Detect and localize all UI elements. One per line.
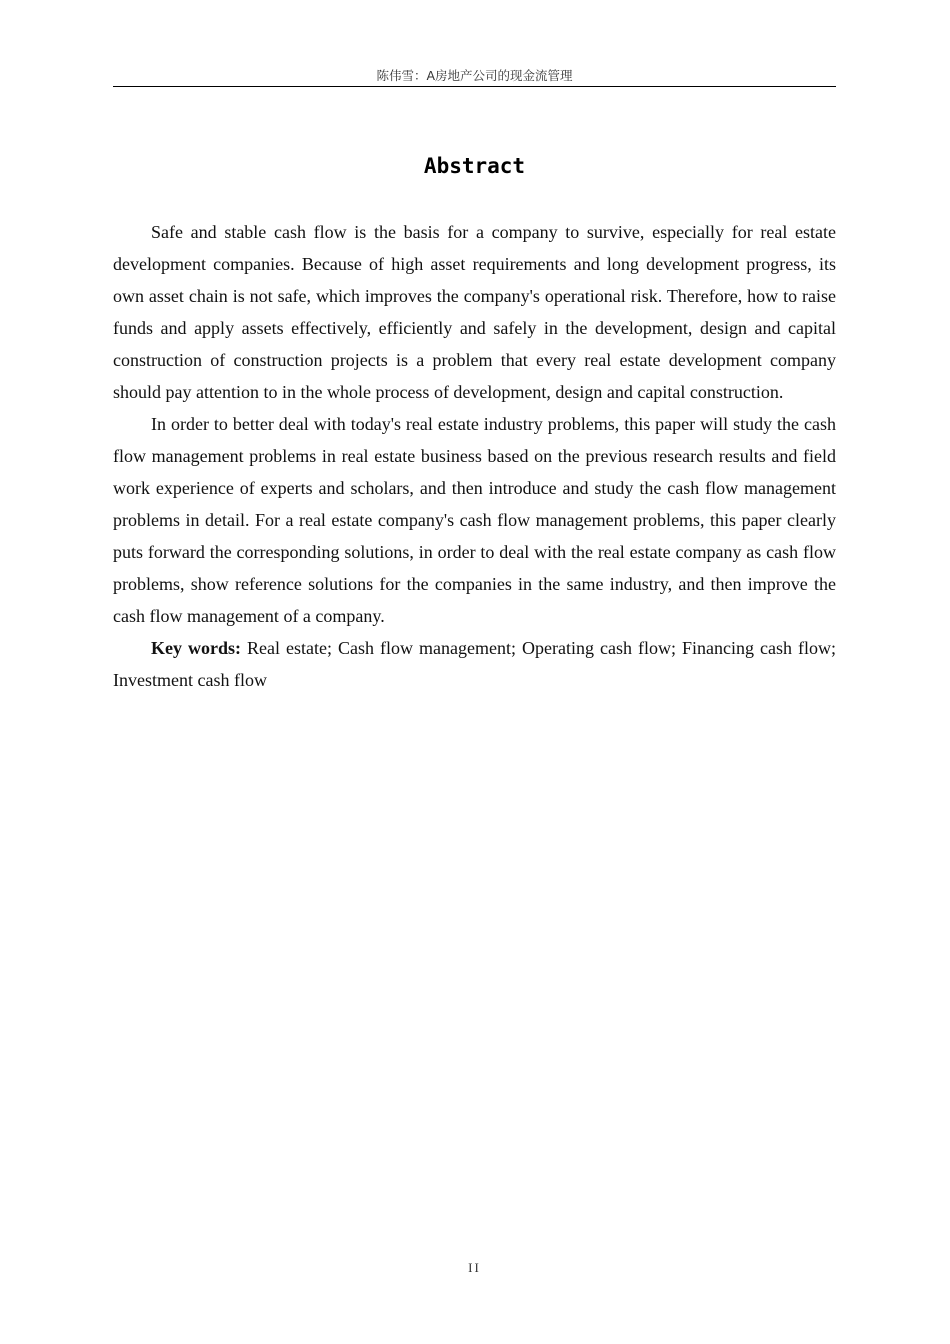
abstract-paragraph-2: In order to better deal with today's real estate industry problems, this paper will study the cash flow management problems in real estate business based on the previous research results and field work experience of experts and scholars, and then introduce and study the cash flow management problems in detail. For a real estate company's cash flow management problems, this paper clearly puts forward the corresponding solutions, in order to deal with the real estate company as cash flow problems, show reference solutions for the companies in the same industry, and then improve the cash flow management of a company.: [113, 414, 836, 626]
running-header: [113, 67, 836, 87]
page-number: II: [468, 1260, 481, 1275]
abstract-body: [113, 216, 836, 696]
abstract-heading: Abstract: [423, 154, 526, 178]
keywords-label: Key words:: [151, 638, 242, 658]
running-header-title: 陈伟雪：A房地产公司的现金流管理: [376, 68, 573, 83]
abstract-paragraph-1: Safe and stable cash flow is the basis for a company to survive, especially for real estate development companies. Because of high asset requirements and long development progress, its own asset chain is not safe, which improves the company's operational risk. Therefore, how to raise funds and apply assets effectively, efficiently and safely in the development, design and capital construction of construction projects is a problem that every real estate development company should pay attention to in the whole process of development, design and capital construction.: [113, 222, 836, 402]
keywords-list: Real estate; Cash flow management; Operating cash flow; Financing cash flow; Investment cash flow: [113, 638, 836, 690]
keywords-paragraph: [113, 632, 836, 696]
